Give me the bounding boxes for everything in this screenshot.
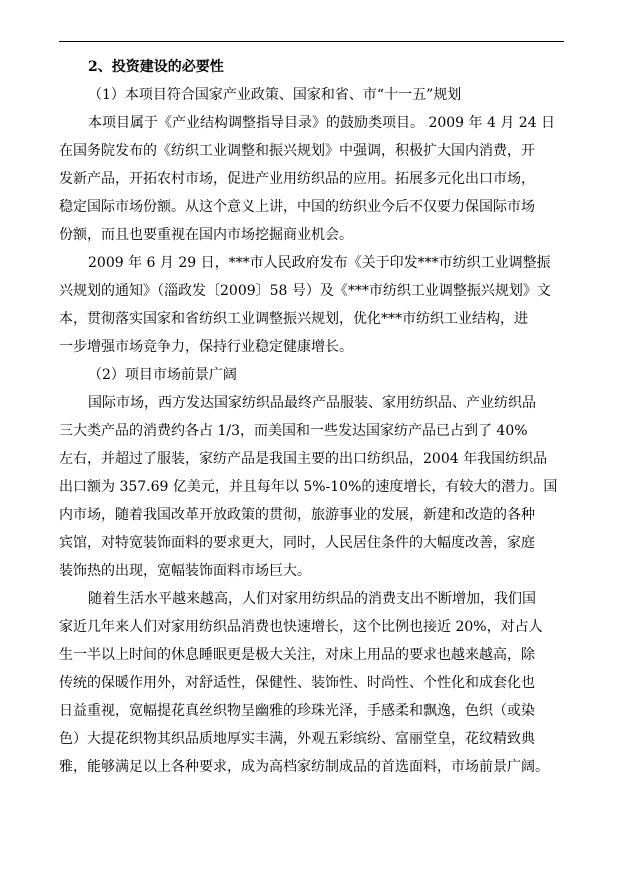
paragraph-line: 本，贯彻落实国家和省纺织工业调整振兴规划，优化***市纺织工业结构，进 <box>59 311 528 327</box>
paragraph-line: 宾馆，对特宽装饰面料的要求更大，同时，人民居住条件的大幅度改善，家庭 <box>59 535 535 551</box>
paragraph-line: 日益重视，宽幅提花真丝织物呈幽雅的珍珠光泽，手感柔和飘逸，色织（或染 <box>59 703 535 719</box>
paragraph-line: 随着生活水平越来越高，人们对家用纺织品的消费支出不断增加，我们国 <box>88 591 536 607</box>
paragraph-line: 2009 年 6 月 29 日，***市人民政府发布《关于印发***市纺织工业调整振 <box>88 255 551 271</box>
paragraph-line: 稳定国际市场份额。从这个意义上讲，中国的纺织业今后不仅要力保国际市场 <box>59 199 535 215</box>
section-heading: 2、投资建设的必要性 <box>88 59 224 75</box>
paragraph-line: 一步增强市场竞争力，保持行业稳定健康增长。 <box>59 339 353 355</box>
paragraph-line: 色）大提花织物其织品质地厚实丰满，外观五彩缤纷、富丽堂皇，花纹精致典 <box>59 731 535 747</box>
paragraph-line: 左右，并超过了服装，家纺产品是我国主要的出口纺织品，2004 年我国纺织品 <box>59 451 548 467</box>
paragraph-line: 内市场，随着我国改革开放政策的贯彻，旅游事业的发展，新建和改造的各种 <box>59 507 535 523</box>
paragraph-line: 份额，而且也要重视在国内市场挖掘商业机会。 <box>59 227 353 243</box>
paragraph-line: 本项目属于《产业结构调整指导目录》的鼓励类项目。 2009 年 4 月 24 日 <box>88 115 556 131</box>
paragraph-line: 国际市场，西方发达国家纺织品最终产品服装、家用纺织品、产业纺织品 <box>88 395 536 411</box>
paragraph-line: 兴规划的通知》（淄政发〔2009〕58 号）及《***市纺织工业调整振兴规划》文 <box>59 283 551 299</box>
paragraph-line: 传统的保暖作用外，对舒适性，保健性、装饰性、时尚性、个性化和成套化也 <box>59 675 535 691</box>
paragraph-line: 生一半以上时间的休息睡眠更是极大关注，对床上用品的要求也越来越高，除 <box>59 647 535 663</box>
subsection-title-2: （2）项目市场前景广阔 <box>88 367 237 383</box>
paragraph-line: 出口额为 357.69 亿美元，并且每年以 5%-10%的速度增长，有较大的潜力。国 <box>59 479 558 495</box>
subsection-title-1: （1）本项目符合国家产业政策、国家和省、市“十一五”规划 <box>88 87 462 103</box>
header-rule <box>59 41 564 42</box>
paragraph-line: 家近几年来人们对家用纺织品消费也快速增长，这个比例也接近 20%，对占人 <box>59 619 543 635</box>
paragraph-line: 在国务院发布的《纺织工业调整和振兴规划》中强调，积极扩大国内消费，开 <box>59 143 535 159</box>
paragraph-line: 发新产品，开拓农村市场，促进产业用纺织品的应用。拓展多元化出口市场， <box>59 171 535 187</box>
paragraph-line: 三大类产品的消费约各占 1/3，而美国和一些发达国家纺产品已占到了 40% <box>59 423 528 439</box>
paragraph-line: 雅，能够满足以上各种要求，成为高档家纺制成品的首选面料，市场前景广阔。 <box>59 759 549 775</box>
paragraph-line: 装饰热的出现，宽幅装饰面料市场巨大。 <box>59 563 311 579</box>
